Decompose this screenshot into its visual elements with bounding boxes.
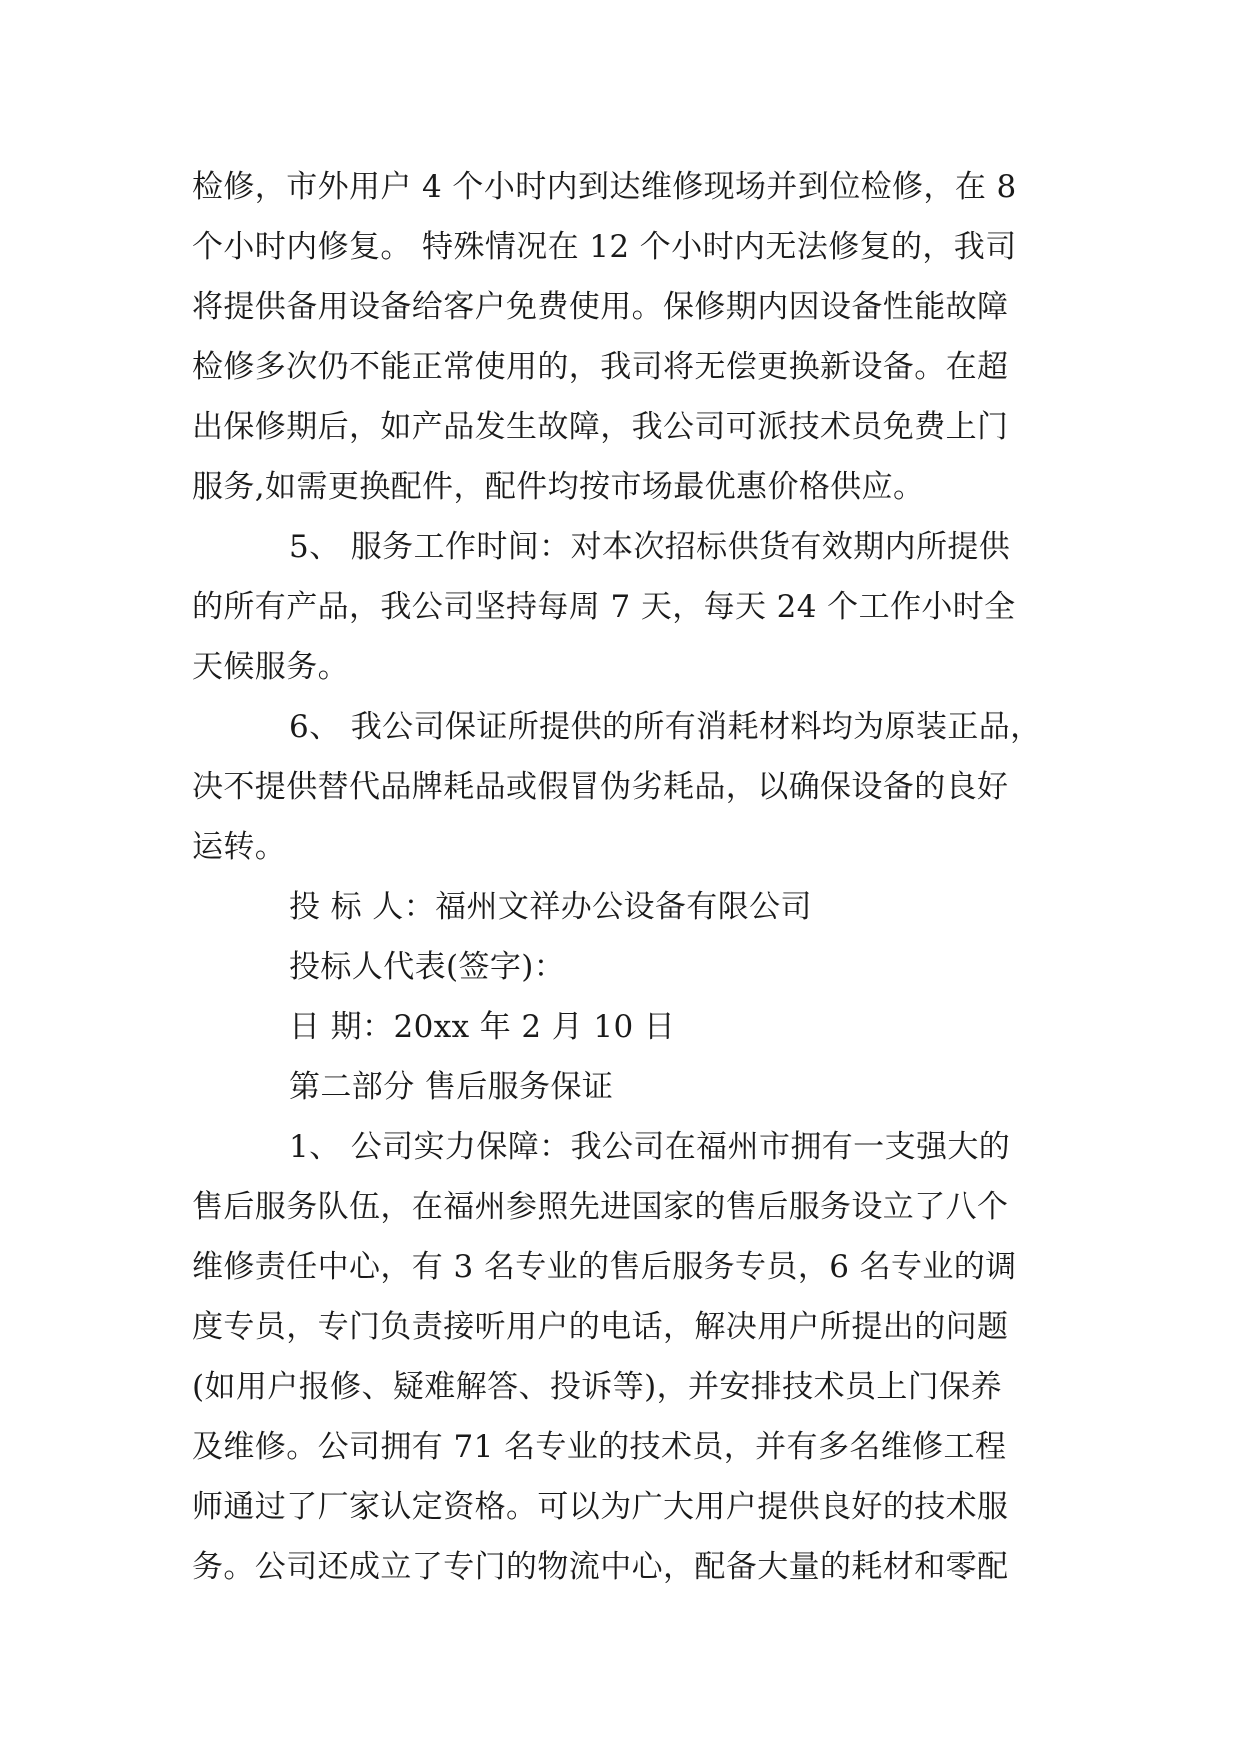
text-line: (如用户报修、疑难解答、投诉等)，并安排技术员上门保养 bbox=[192, 1369, 1002, 1405]
text-line: 检修多次仍不能正常使用的，我司将无偿更换新设备。在超 bbox=[192, 349, 1009, 385]
text-line: 运转。 bbox=[192, 829, 287, 865]
item-6-heading: 6、 我公司保证所提供的所有消耗材料均为原装正品， bbox=[289, 709, 1042, 745]
text-line: 服务,如需更换配件，配件均按市场最优惠价格供应。 bbox=[192, 469, 925, 505]
text-line: 维修责任中心，有 3 名专业的售后服务专员，6 名专业的调 bbox=[192, 1249, 1017, 1285]
text-line: 及维修。公司拥有 71 名专业的技术员，并有多名维修工程 bbox=[192, 1429, 1007, 1465]
section-title: 第二部分 售后服务保证 bbox=[289, 1069, 614, 1105]
text-line: 师通过了厂家认定资格。可以为广大用户提供良好的技术服 bbox=[192, 1489, 1009, 1525]
text-line: 将提供备用设备给客户免费使用。保修期内因设备性能故障 bbox=[192, 289, 1009, 325]
text-line: 检修，市外用户 4 个小时内到达维修现场并到位检修，在 8 bbox=[192, 169, 1017, 205]
text-line: 度专员，专门负责接听用户的电话，解决用户所提出的问题 bbox=[192, 1309, 1009, 1345]
text-line: 决不提供替代品牌耗品或假冒伪劣耗品，以确保设备的良好 bbox=[192, 769, 1009, 805]
text-line: 个小时内修复。 特殊情况在 12 个小时内无法修复的，我司 bbox=[192, 229, 1017, 265]
text-line: 务。公司还成立了专门的物流中心，配备大量的耗材和零配 bbox=[192, 1549, 1009, 1585]
text-line: 售后服务队伍，在福州参照先进国家的售后服务设立了八个 bbox=[192, 1189, 1009, 1225]
item-1-heading: 1、 公司实力保障：我公司在福州市拥有一支强大的 bbox=[289, 1129, 1011, 1165]
date-line: 日 期：20xx 年 2 月 10 日 bbox=[289, 1009, 676, 1045]
item-5-heading: 5、 服务工作时间：对本次招标供货有效期内所提供 bbox=[289, 529, 1011, 565]
text-line: 天候服务。 bbox=[192, 649, 349, 685]
bidder-representative-signature: 投标人代表(签字)： bbox=[289, 949, 566, 985]
text-line: 的所有产品，我公司坚持每周 7 天，每天 24 个工作小时全 bbox=[192, 589, 1016, 625]
document-body bbox=[192, 157, 1072, 1597]
bidder-line: 投 标 人：福州文祥办公设备有限公司 bbox=[289, 889, 812, 925]
text-line: 出保修期后，如产品发生故障，我公司可派技术员免费上门 bbox=[192, 409, 1009, 445]
